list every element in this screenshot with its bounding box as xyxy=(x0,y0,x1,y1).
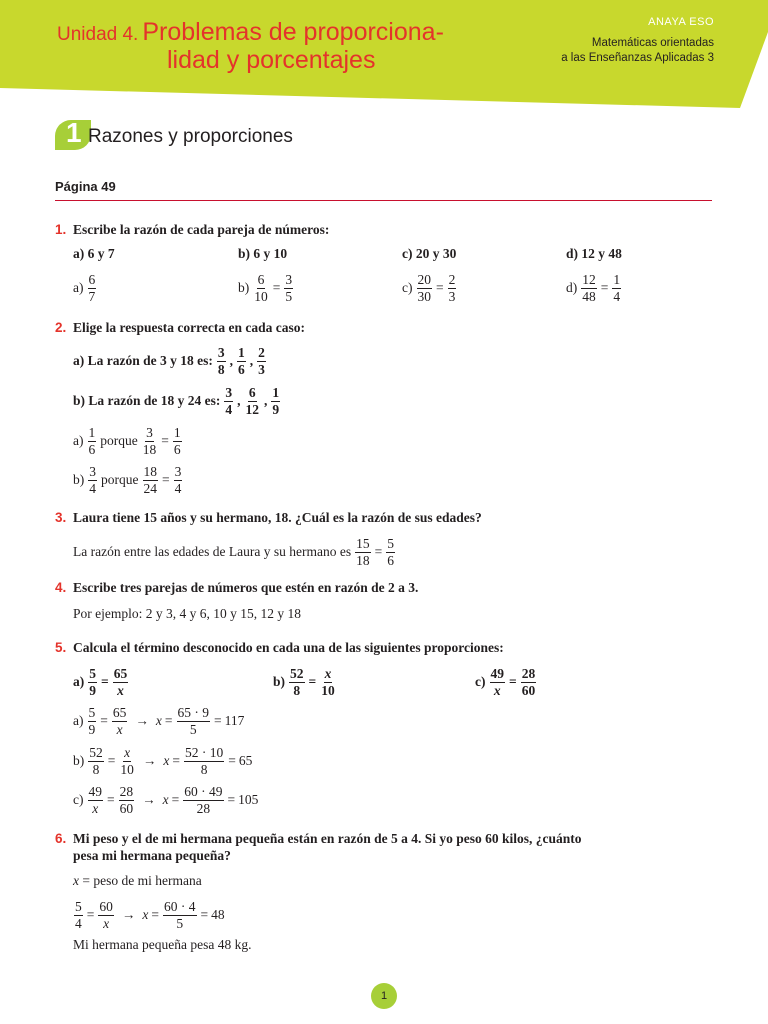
exercise-6-statement: 6. Mi peso y el de mi hermana pequeña están en razón de 5 a 4. Si yo peso 60 kilos, ¿cuánto xyxy=(55,831,582,846)
unit-heading xyxy=(57,18,444,47)
fraction: $\frac{65 \cdot 9}{5}$ xyxy=(177,705,209,737)
ex5-problem-c: c) $\frac{49}{x}$ = $\frac{28}{60}$ xyxy=(475,666,536,698)
fraction: $\frac{1}{9}$ xyxy=(272,385,280,417)
unit-title-line2: lidad y porcentajes xyxy=(167,46,376,74)
exercise-number: 5. xyxy=(55,640,67,655)
ex2-answer-a: a) $\frac{1}{6}$ porque $\frac{3}{18}$ = $\frac{1}{6}$ xyxy=(73,425,181,457)
exercise-number: 2. xyxy=(55,320,67,335)
fraction: $\frac{3}{4}$ xyxy=(174,464,182,496)
ex2-question-b: b) La razón de 18 y 24 es: $\frac{3}{4}$ , $\frac{6}{12}$ , $\frac{1}{9}$ xyxy=(73,385,280,417)
ex1-answer-a: a) $\frac{6}{7}$ xyxy=(73,272,96,304)
page-label: Página 49 xyxy=(55,179,116,194)
fraction: $\frac{3}{5}$ xyxy=(285,272,293,304)
ex1-part-c: c) 20 y 30 xyxy=(402,246,457,261)
ex6-conclusion: Mi hermana pequeña pesa 48 kg. xyxy=(73,937,252,952)
fraction: $\frac{28}{60}$ xyxy=(119,784,134,816)
ex1-part-a: a) 6 y 7 xyxy=(73,246,115,261)
exercise-4-statement: 4. Escribe tres parejas de números que estén en razón de 2 a 3. xyxy=(55,580,419,595)
ex1-answer-c: c) $\frac{20}{30}$ = $\frac{2}{3}$ xyxy=(402,272,456,304)
exercise-1-statement: 1. Escribe la razón de cada pareja de números: xyxy=(55,222,330,237)
fraction: $\frac{3}{18}$ xyxy=(142,425,157,457)
divider xyxy=(55,200,712,201)
exercise-number: 3. xyxy=(55,510,67,525)
fraction: $\frac{6}{12}$ xyxy=(245,385,259,417)
fraction: $\frac{2}{3}$ xyxy=(448,272,456,304)
ex5-solution-b: b) $\frac{52}{8}$ = $\frac{x}{10}$ → x = $\frac{52 \cdot 10}{8}$ = 65 xyxy=(73,745,253,777)
exercise-number: 4. xyxy=(55,580,67,595)
ex4-answer: Por ejemplo: 2 y 3, 4 y 6, 10 y 15, 12 y 18 xyxy=(73,606,301,621)
fraction: $\frac{x}{10}$ xyxy=(321,666,335,698)
ex2-question-a: a) La razón de 3 y 18 es: $\frac{3}{8}$ , $\frac{1}{6}$ , $\frac{2}{3}$ xyxy=(73,345,265,377)
ex1-answer-d: d) $\frac{12}{48}$ = $\frac{1}{4}$ xyxy=(566,272,621,304)
fraction: $\frac{2}{3}$ xyxy=(258,345,265,377)
fraction: $\frac{52}{8}$ xyxy=(89,745,103,777)
ex6-solution: $\frac{5}{4}$ = $\frac{60}{x}$ → x = $\frac{60 \cdot 4}{5}$ = 48 xyxy=(75,899,225,931)
ex6-variable-definition: x = peso de mi hermana xyxy=(73,873,202,888)
section-title: Razones y proporciones xyxy=(88,126,293,147)
unit-title-line1: Problemas de proporciona- xyxy=(142,18,444,46)
page-number: 1 xyxy=(380,990,388,1002)
fraction: $\frac{5}{9}$ xyxy=(89,666,96,698)
fraction: $\frac{3}{4}$ xyxy=(225,385,233,417)
fraction: $\frac{1}{6}$ xyxy=(88,425,96,457)
fraction: $\frac{12}{48}$ xyxy=(582,272,596,304)
fraction: $\frac{28}{60}$ xyxy=(521,666,536,698)
fraction: $\frac{65}{x}$ xyxy=(113,666,128,698)
fraction: $\frac{49}{x}$ xyxy=(88,784,102,816)
fraction: $\frac{3}{8}$ xyxy=(217,345,225,377)
fraction: $\frac{52 \cdot 10}{8}$ xyxy=(185,745,224,777)
ex5-problem-b: b) $\frac{52}{8}$ = $\frac{x}{10}$ xyxy=(273,666,335,698)
ex1-part-d: d) 12 y 48 xyxy=(566,246,622,261)
section-number: 1 xyxy=(66,117,82,148)
fraction: $\frac{6}{10}$ xyxy=(254,272,268,304)
fraction: $\frac{6}{7}$ xyxy=(88,272,96,304)
book-subtitle-line1: Matemáticas orientadas xyxy=(591,37,714,49)
fraction: $\frac{20}{30}$ xyxy=(417,272,431,304)
fraction: $\frac{60}{x}$ xyxy=(99,899,113,931)
ex5-problem-a: a) $\frac{5}{9}$ = $\frac{65}{x}$ xyxy=(73,666,128,698)
fraction: $\frac{1}{4}$ xyxy=(613,272,621,304)
fraction: $\frac{x}{10}$ xyxy=(120,745,134,777)
exercise-number: 1. xyxy=(55,222,67,237)
fraction: $\frac{5}{4}$ xyxy=(75,899,82,931)
ex1-answer-b: b) $\frac{6}{10}$ = $\frac{3}{5}$ xyxy=(238,272,293,304)
book-subtitle-line2: a las Enseñanzas Aplicadas 3 xyxy=(561,52,714,64)
fraction: $\frac{5}{9}$ xyxy=(88,705,96,737)
exercise-2-statement: 2. Elige la respuesta correcta en cada caso: xyxy=(55,320,305,335)
ex5-solution-c: c) $\frac{49}{x}$ = $\frac{28}{60}$ → x = $\frac{60 \cdot 49}{28}$ = 105 xyxy=(73,784,259,816)
fraction: $\frac{5}{6}$ xyxy=(387,536,394,568)
fraction: $\frac{65}{x}$ xyxy=(112,705,127,737)
exercise-3-statement: 3. Laura tiene 15 años y su hermano, 18. ¿Cuál es la razón de sus edades? xyxy=(55,510,482,525)
ex3-answer: La razón entre las edades de Laura y su hermano es $\frac{15}{18}$ = $\frac{5}{6}$ xyxy=(73,536,394,568)
exercise-6-statement-line2: pesa mi hermana pequeña? xyxy=(73,848,231,863)
fraction: $\frac{52}{8}$ xyxy=(290,666,304,698)
exercise-number: 6. xyxy=(55,831,67,846)
exercise-5-statement: 5. Calcula el término desconocido en cada una de las siguientes proporciones: xyxy=(55,640,504,655)
ex5-solution-a: a) $\frac{5}{9}$ = $\frac{65}{x}$ → x = $\frac{65 \cdot 9}{5}$ = 117 xyxy=(73,705,245,737)
unit-prefix: Unidad 4. xyxy=(57,24,139,45)
fraction: $\frac{49}{x}$ xyxy=(490,666,504,698)
fraction: $\frac{1}{6}$ xyxy=(173,425,181,457)
fraction: $\frac{18}{24}$ xyxy=(143,464,157,496)
ex1-part-b: b) 6 y 10 xyxy=(238,246,288,261)
publisher-logo: ANAYA ESO xyxy=(648,16,714,28)
fraction: $\frac{60 \cdot 49}{28}$ xyxy=(184,784,223,816)
fraction: $\frac{3}{4}$ xyxy=(89,464,96,496)
fraction: $\frac{15}{18}$ xyxy=(356,536,370,568)
ex2-answer-b: b) $\frac{3}{4}$ porque $\frac{18}{24}$ = $\frac{3}{4}$ xyxy=(73,464,182,496)
fraction: $\frac{1}{6}$ xyxy=(237,345,245,377)
fraction: $\frac{60 \cdot 4}{5}$ xyxy=(164,899,196,931)
